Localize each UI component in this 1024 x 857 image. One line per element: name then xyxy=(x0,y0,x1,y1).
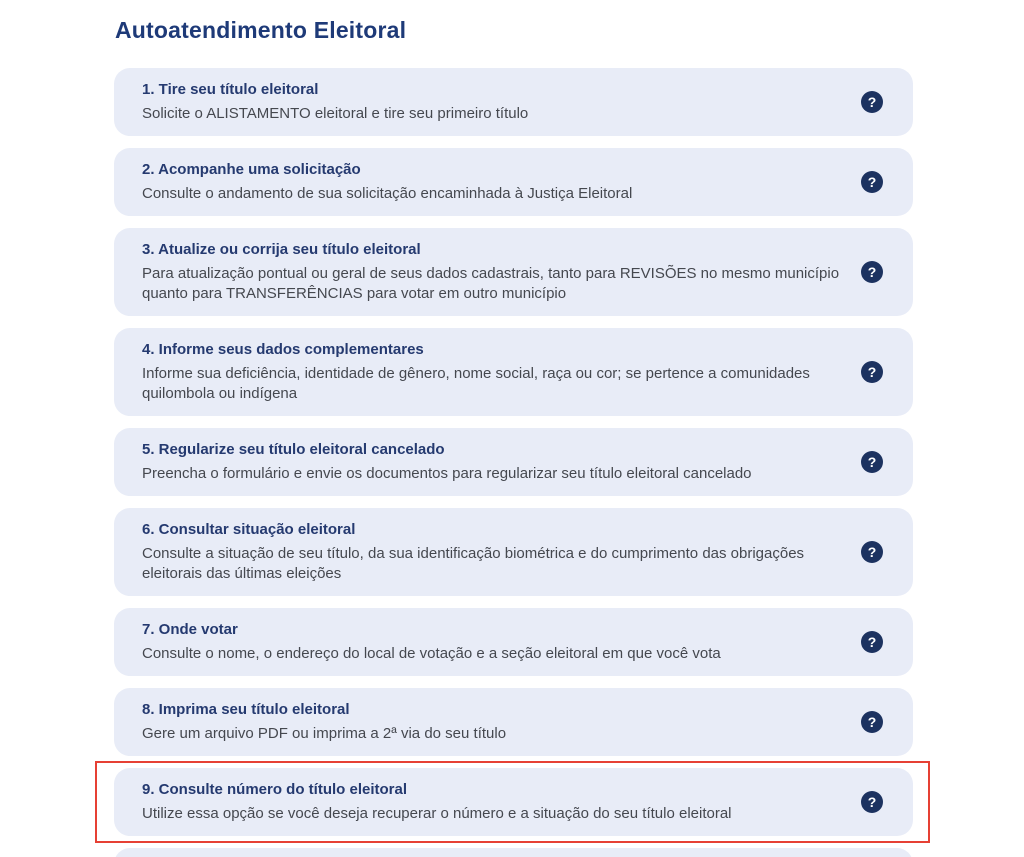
card-text xyxy=(142,620,855,664)
service-card-2[interactable] xyxy=(114,148,913,216)
card-description: Consulte a situação de seu título, da sua identificação biométrica e do cumprimento das obrigações eleitorais das últimas eleições xyxy=(142,545,805,582)
card-description: Utilize essa opção se você deseja recuperar o número e a situação do seu título eleitoral xyxy=(142,805,732,822)
highlighted-card-wrapper xyxy=(114,768,913,836)
page-title: Autoatendimento Eleitoral xyxy=(115,17,407,43)
card-text xyxy=(142,80,855,124)
card-title: 9. Consulte número do título eleitoral xyxy=(142,781,408,798)
help-icon[interactable]: ? xyxy=(861,171,883,193)
service-card-6[interactable] xyxy=(114,508,913,596)
card-description: Solicite o ALISTAMENTO eleitoral e tire seu primeiro título xyxy=(142,105,529,122)
help-icon[interactable]: ? xyxy=(861,711,883,733)
card-description: Consulte o nome, o endereço do local de votação e a seção eleitoral em que você vota xyxy=(142,645,721,662)
help-icon[interactable]: ? xyxy=(861,541,883,563)
card-description: Informe sua deficiência, identidade de gênero, nome social, raça ou cor; se pertence a comunidades quilombola ou indígena xyxy=(142,365,810,402)
card-title: 7. Onde votar xyxy=(142,621,238,638)
card-title: 6. Consultar situação eleitoral xyxy=(142,521,356,538)
main-content xyxy=(114,0,914,857)
card-title: 3. Atualize ou corrija seu título eleitoral xyxy=(142,241,421,258)
card-title: 2. Acompanhe uma solicitação xyxy=(142,161,361,178)
help-icon[interactable]: ? xyxy=(861,631,883,653)
service-card-4[interactable] xyxy=(114,328,913,416)
service-card-7[interactable] xyxy=(114,608,913,676)
card-text xyxy=(142,780,855,824)
service-card-list xyxy=(114,68,913,857)
card-description: Para atualização pontual ou geral de seus dados cadastrais, tanto para REVISÕES no mesmo município quanto para TRANSFERÊNCIAS para votar em outro município xyxy=(142,265,840,302)
card-text xyxy=(142,520,855,584)
service-card-10-partial[interactable] xyxy=(114,848,913,857)
card-text xyxy=(142,240,855,304)
card-text xyxy=(142,340,855,404)
help-icon[interactable]: ? xyxy=(861,261,883,283)
card-title: 8. Imprima seu título eleitoral xyxy=(142,701,350,718)
card-title: 5. Regularize seu título eleitoral cancelado xyxy=(142,441,445,458)
card-text xyxy=(142,440,855,484)
service-card-8[interactable] xyxy=(114,688,913,756)
card-title: 4. Informe seus dados complementares xyxy=(142,341,424,358)
card-title: 1. Tire seu título eleitoral xyxy=(142,81,319,98)
help-icon[interactable]: ? xyxy=(861,451,883,473)
card-text xyxy=(142,160,855,204)
service-card-3[interactable] xyxy=(114,228,913,316)
help-icon[interactable]: ? xyxy=(861,791,883,813)
help-icon[interactable]: ? xyxy=(861,361,883,383)
card-text xyxy=(142,700,855,744)
service-card-9[interactable] xyxy=(114,768,913,836)
card-description: Consulte o andamento de sua solicitação encaminhada à Justiça Eleitoral xyxy=(142,185,633,202)
card-description: Preencha o formulário e envie os documentos para regularizar seu título eleitoral cancelado xyxy=(142,465,752,482)
card-description: Gere um arquivo PDF ou imprima a 2ª via do seu título xyxy=(142,725,507,742)
help-icon[interactable]: ? xyxy=(861,91,883,113)
service-card-1[interactable] xyxy=(114,68,913,136)
service-card-5[interactable] xyxy=(114,428,913,496)
